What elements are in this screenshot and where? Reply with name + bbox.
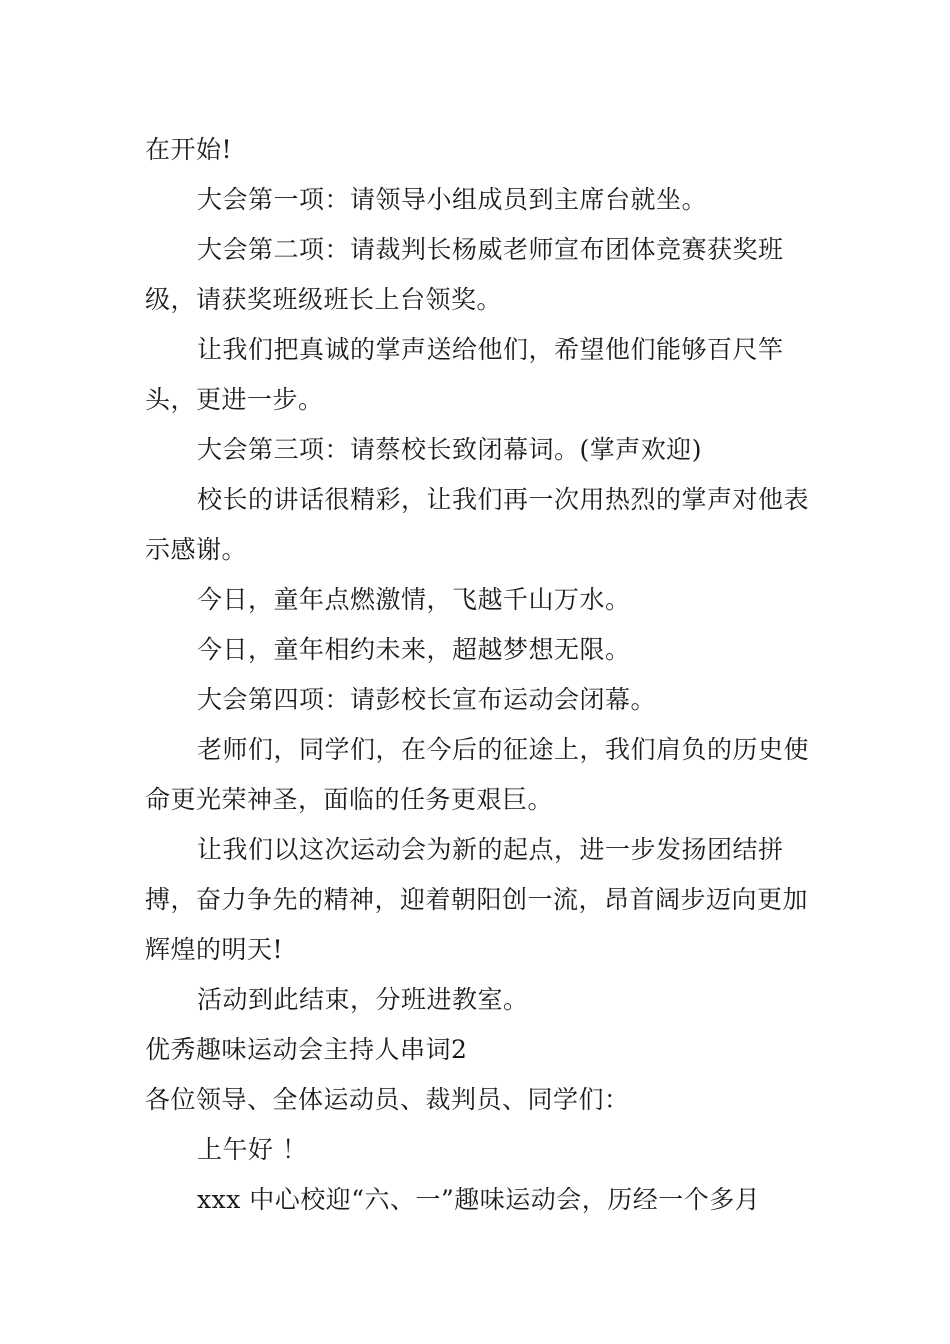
paragraph-agenda-item-1: 大会第一项：请领导小组成员到主席台就坐。 <box>197 185 708 214</box>
paragraph-mission: 老师们，同学们，在今后的征途上，我们肩负的历史使命更光荣神圣，面临的任务更艰巨。 <box>145 735 810 814</box>
paragraph-agenda-item-3: 大会第三项：请蔡校长致闭幕词。(掌声欢迎) <box>197 435 703 464</box>
paragraph-thanks-principal: 校长的讲话很精彩，让我们再一次用热烈的掌声对他表示感谢。 <box>145 485 810 564</box>
paragraph-new-start: 让我们以这次运动会为新的起点，进一步发扬团结拼搏，奋力争先的精神，迎着朝阳创一流，昂首阔步迈向更加辉煌的明天! <box>145 835 809 964</box>
paragraph-agenda-item-2: 大会第二项：请裁判长杨威老师宣布团体竞赛获奖班级，请获奖班级班长上台领奖。 <box>145 235 784 314</box>
paragraph-agenda-item-4: 大会第四项：请彭校长宣布运动会闭幕。 <box>197 685 657 714</box>
paragraph-intro: xxx 中心校迎“六、一”趣味运动会，历经一个多月 <box>197 1185 761 1214</box>
paragraph-greeting: 上午好 ！ <box>197 1135 308 1164</box>
paragraph-today-2: 今日，童年相约未来，超越梦想无限。 <box>197 635 631 664</box>
paragraph-opening-continuation: 在开始! <box>145 135 233 164</box>
section-heading: 优秀趣味运动会主持人串词2 <box>145 1035 468 1064</box>
paragraph-salutation: 各位领导、全体运动员、裁判员、同学们： <box>145 1085 630 1114</box>
paragraph-today-1: 今日，童年点燃激情，飞越千山万水。 <box>197 585 631 614</box>
paragraph-closing: 活动到此结束，分班进教室。 <box>197 985 529 1014</box>
paragraph-applause: 让我们把真诚的掌声送给他们，希望他们能够百尺竿头，更进一步。 <box>145 335 784 414</box>
